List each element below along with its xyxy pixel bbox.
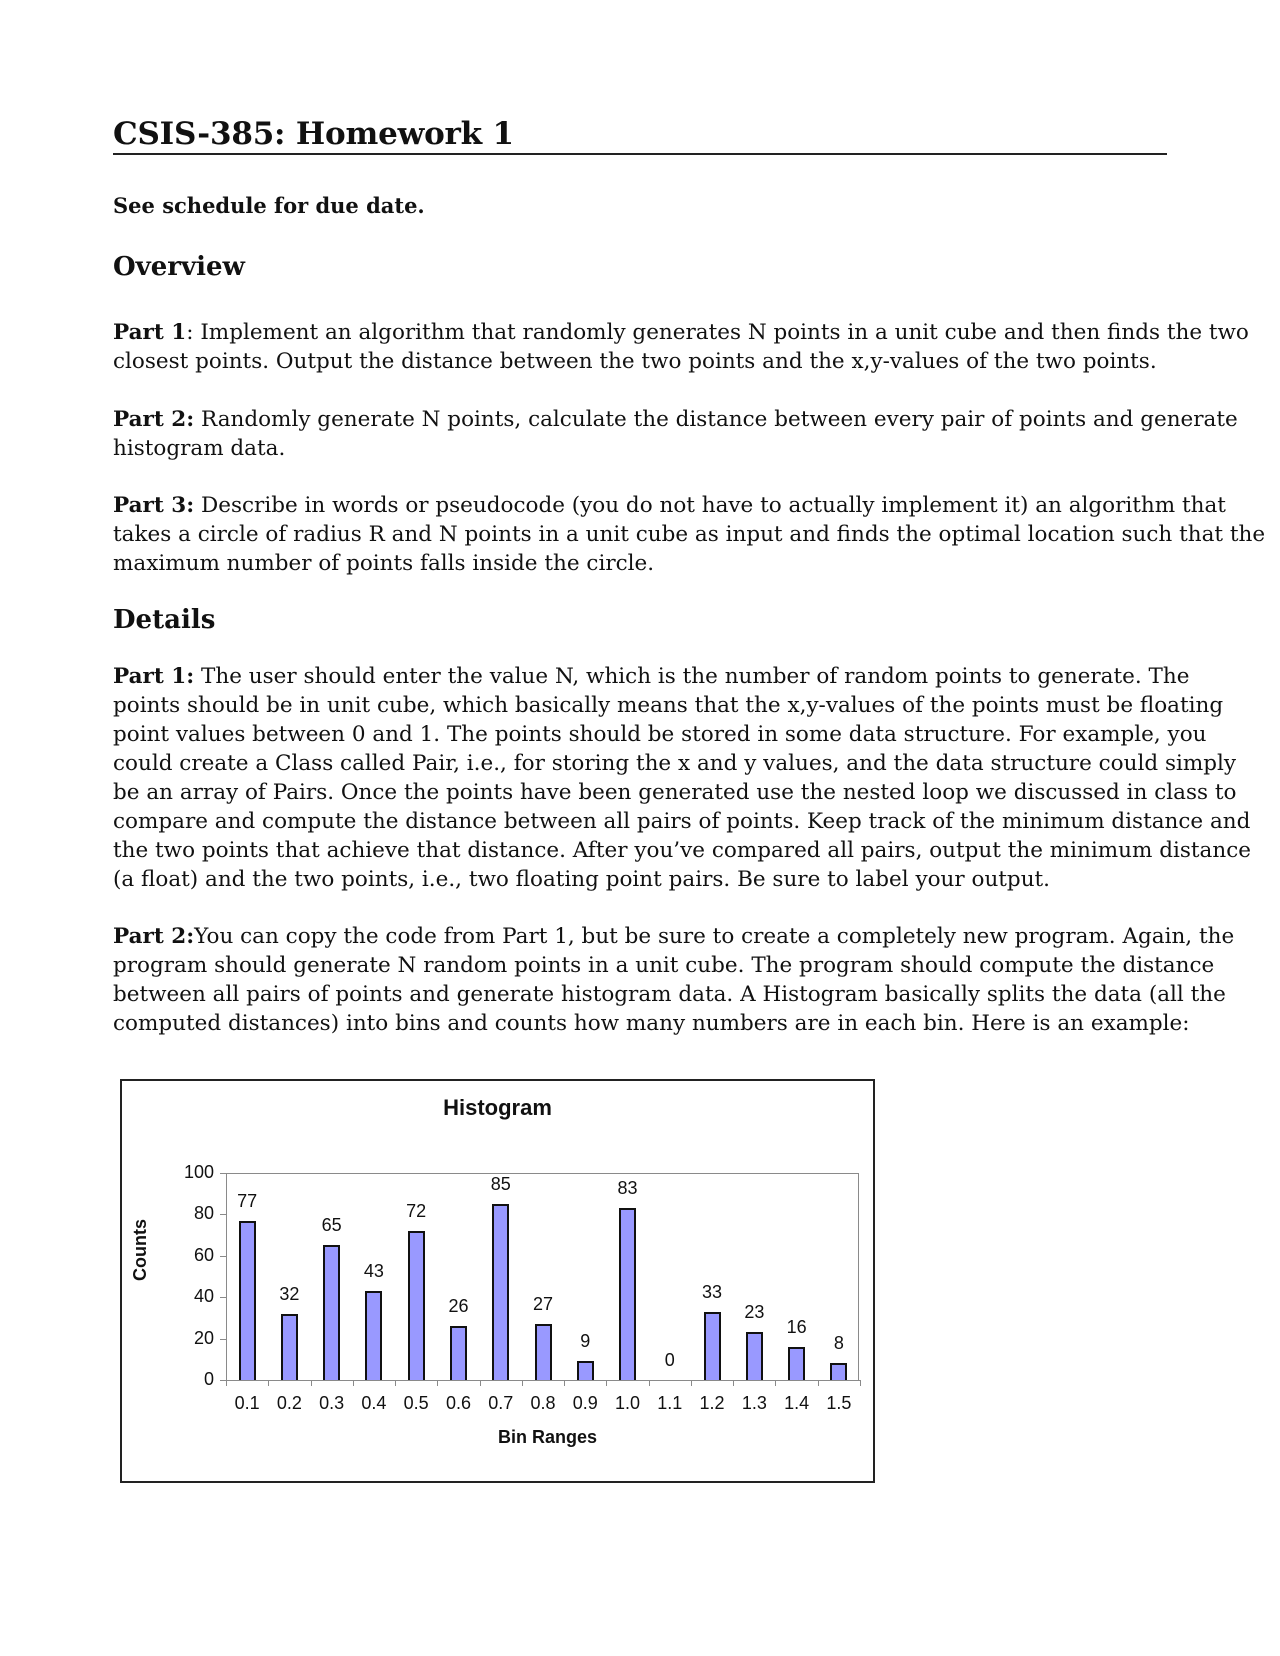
x-tick-label: 1.3 [741, 1393, 767, 1413]
x-tick-label: 0.3 [319, 1393, 345, 1413]
histogram-bar [746, 1332, 763, 1380]
x-tick-label: 0.7 [488, 1393, 514, 1413]
title-divider [113, 153, 1167, 155]
histogram-bar [704, 1312, 721, 1380]
y-tick-label: 40 [193, 1286, 214, 1307]
x-tick [480, 1380, 481, 1386]
paragraph-line: histogram data. [113, 436, 286, 461]
overview-part3-paragraph [113, 491, 1266, 578]
paragraph-line: closest points. Output the distance between the two points and the x,y-values of the two points. [113, 349, 1157, 374]
bar-value-label: 0 [664, 1350, 675, 1370]
part-label: Part 2: [113, 924, 195, 949]
paragraph-line: compare and compute the distance between all pairs of points. Keep track of the minimum distance and [113, 809, 1251, 834]
x-tick [353, 1380, 354, 1386]
x-tick-label: 0.6 [445, 1393, 471, 1413]
y-tick-label: 20 [193, 1327, 214, 1348]
paragraph-line: between all pairs of points and generate histogram data. A Histogram basically splits the data (all the [113, 982, 1226, 1007]
bar-value-label: 43 [363, 1260, 384, 1281]
x-tick [606, 1380, 607, 1386]
x-tick [775, 1380, 776, 1386]
paragraph-line [113, 662, 1193, 691]
x-tick [691, 1380, 692, 1386]
x-tick-label: 0.2 [276, 1393, 302, 1413]
histogram-bar [535, 1324, 552, 1380]
x-tick-label: 0.8 [530, 1393, 556, 1413]
y-tick [220, 1173, 226, 1174]
y-axis-title: Counts [130, 1219, 150, 1281]
histogram-chart [120, 1079, 875, 1483]
x-tick [818, 1380, 819, 1386]
histogram-bar [830, 1363, 847, 1380]
overview-part2-paragraph [113, 405, 1238, 463]
line-text: Implement an algorithm that randomly generates N points in a unit cube and then finds the two [193, 320, 1249, 345]
x-tick [311, 1380, 312, 1386]
x-tick [226, 1380, 227, 1386]
part-label-suffix: : [186, 320, 194, 345]
y-tick-label: 60 [193, 1244, 214, 1265]
paragraph-line [113, 922, 1235, 951]
bar-value-label: 23 [744, 1302, 765, 1323]
paragraph-line [113, 491, 1226, 520]
overview-heading: Overview [113, 252, 245, 282]
bar-value-label: 26 [448, 1296, 469, 1317]
bar-value-label: 33 [702, 1281, 723, 1302]
histogram-bar [408, 1231, 425, 1380]
bar-value-label: 65 [321, 1215, 342, 1236]
x-tick [860, 1380, 861, 1386]
paragraph-line: maximum number of points falls inside the circle. [113, 551, 655, 576]
histogram-bar [239, 1221, 256, 1380]
bar-value-label: 83 [617, 1178, 638, 1199]
x-axis-title: Bin Ranges [497, 1427, 598, 1447]
due-date-note: See schedule for due date. [113, 193, 425, 218]
x-tick-label: 1.1 [657, 1393, 683, 1413]
histogram-bar [619, 1208, 636, 1380]
x-tick-label: 0.9 [572, 1393, 598, 1413]
x-tick-label: 0.4 [361, 1393, 387, 1413]
page-title: CSIS-385: Homework 1 [113, 116, 514, 152]
paragraph-line: point values between 0 and 1. The points should be stored in some data structure. For example, you [113, 722, 1207, 747]
x-tick-label: 1.5 [826, 1393, 852, 1413]
line-text: Describe in words or pseudocode (you do not have to actually implement it) an algorithm that [194, 493, 1226, 518]
part-label: Part 2: [113, 407, 195, 432]
x-tick-label: 1.0 [615, 1393, 641, 1413]
paragraph-line [113, 318, 1249, 347]
y-tick-label: 80 [193, 1203, 214, 1224]
bar-value-label: 8 [833, 1333, 844, 1354]
details-part1-paragraph [113, 662, 1251, 894]
histogram-bar [450, 1326, 467, 1380]
y-tick [220, 1256, 226, 1257]
y-tick [220, 1339, 226, 1340]
x-tick [437, 1380, 438, 1386]
paragraph-line: takes a circle of radius R and N points in a unit cube as input and finds the optimal location such that the [113, 522, 1266, 547]
part-label: Part 1 [113, 320, 187, 345]
y-tick [220, 1297, 226, 1298]
overview-part1-paragraph [113, 318, 1249, 376]
histogram-bar [281, 1314, 298, 1380]
part-label: Part 1: [113, 664, 195, 689]
bar-value-label: 27 [532, 1294, 554, 1315]
bar-value-label: 85 [490, 1174, 511, 1195]
x-axis-line [226, 1380, 860, 1381]
paragraph-line: could create a Class called Pair, i.e., for storing the x and y values, and the data structure could simply [113, 751, 1237, 776]
bar-value-label: 77 [237, 1190, 258, 1211]
x-tick [564, 1380, 565, 1386]
details-part2-paragraph [113, 922, 1235, 1038]
chart-title: Histogram [443, 1095, 552, 1120]
paragraph-line [113, 405, 1238, 434]
y-tick-label: 0 [203, 1369, 214, 1389]
x-tick [268, 1380, 269, 1386]
x-tick-label: 1.2 [699, 1393, 725, 1413]
y-tick-label: 100 [183, 1162, 214, 1182]
paragraph-line: the two points that achieve that distance. After you’ve compared all pairs, output the minimum distance [113, 838, 1251, 863]
x-tick-label: 0.5 [403, 1393, 429, 1413]
bar-value-label: 72 [406, 1200, 427, 1221]
x-tick [733, 1380, 734, 1386]
bar-value-label: 32 [279, 1283, 300, 1304]
line-text: Randomly generate N points, calculate the distance between every pair of points and generate [194, 407, 1238, 432]
histogram-bar [365, 1291, 382, 1380]
bar-value-label: 16 [786, 1316, 807, 1337]
line-text: You can copy the code from Part 1, but be sure to create a completely new program. Again, the [194, 924, 1235, 949]
x-tick-label: 0.1 [234, 1393, 260, 1413]
paragraph-line: be an array of Pairs. Once the points have been generated use the nested loop we discussed in class to [113, 780, 1237, 805]
x-tick [395, 1380, 396, 1386]
paragraph-line: program should generate N random points in a unit cube. The program should compute the distance [113, 953, 1215, 978]
paragraph-line: (a float) and the two points, i.e., two floating point pairs. Be sure to label your output. [113, 867, 1051, 892]
x-tick-label: 1.4 [784, 1393, 810, 1413]
line-text: The user should enter the value N, which is the number of random points to generate. The [194, 664, 1190, 689]
paragraph-line: computed distances) into bins and counts how many numbers are in each bin. Here is an example: [113, 1011, 1190, 1036]
paragraph-line: points should be in unit cube, which basically means that the x,y-values of the points must be floating [113, 693, 1224, 718]
x-tick [649, 1380, 650, 1386]
x-tick [522, 1380, 523, 1386]
part-label: Part 3: [113, 493, 195, 518]
histogram-bar [577, 1361, 594, 1380]
bar-value-label: 9 [580, 1331, 591, 1352]
histogram-bar [492, 1204, 509, 1380]
histogram-bar [323, 1245, 340, 1380]
y-tick [220, 1214, 226, 1215]
details-heading: Details [113, 605, 216, 635]
histogram-bar [788, 1347, 805, 1380]
